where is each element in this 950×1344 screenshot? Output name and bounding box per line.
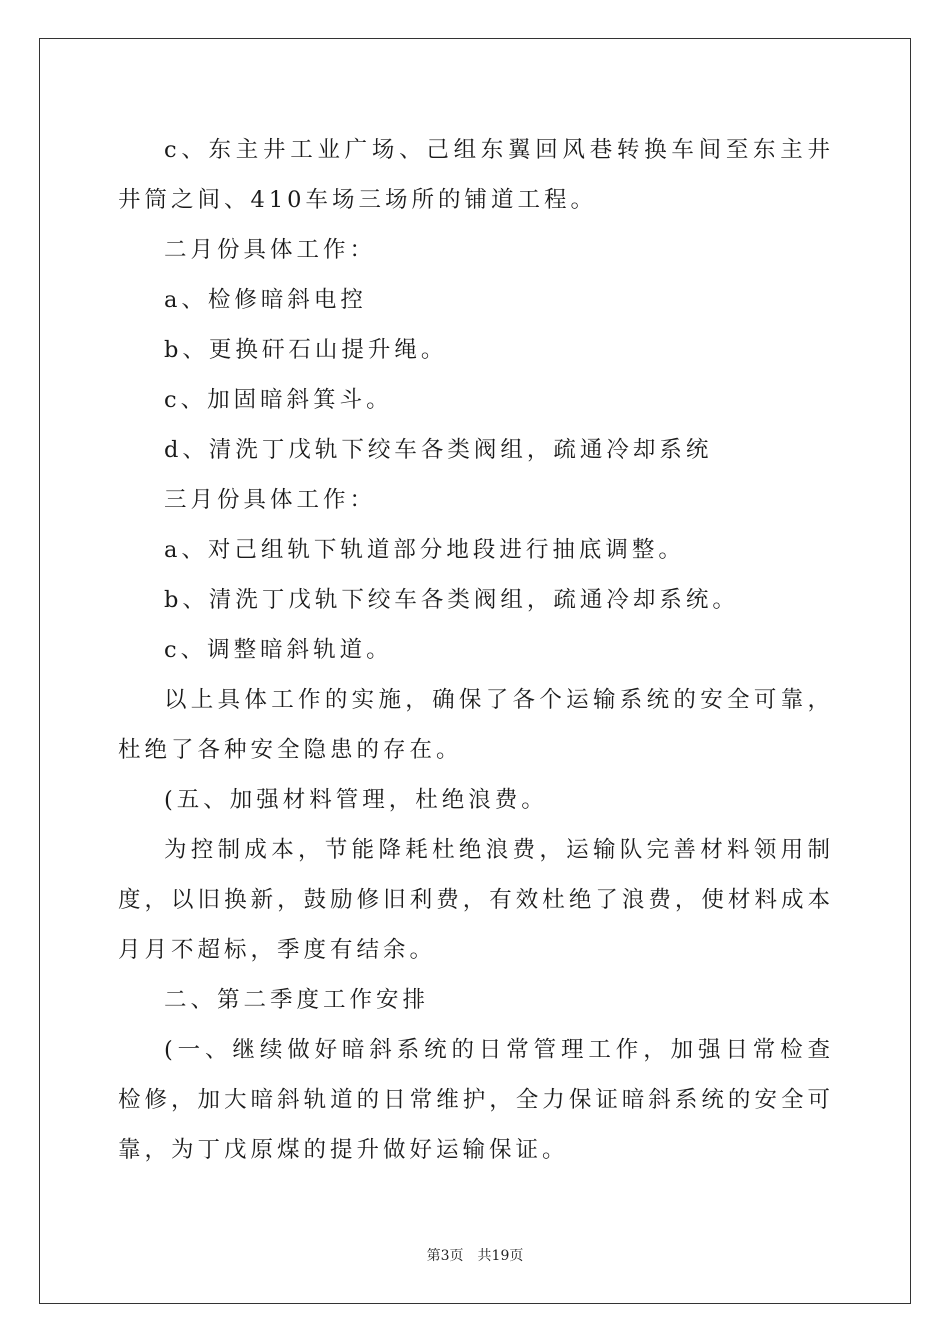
paragraph-7: 三月份具体工作： bbox=[164, 487, 377, 513]
paragraph-8: a、对己组轨下轨道部分地段进行抽底调整。 bbox=[164, 537, 685, 563]
paragraph-10: c、调整暗斜轨道。 bbox=[164, 637, 393, 663]
paragraph-15: (一、继续做好暗斜系统的日常管理工作，加强日常检查检修，加大暗斜轨道的日常维护，全力保证暗斜系统的安全可靠，为丁戊原煤的提升做好运输保证。 bbox=[118, 1037, 834, 1163]
paragraph-5: c、加固暗斜箕斗。 bbox=[164, 387, 393, 413]
paragraph-6: d、清洗丁戊轨下绞车各类阀组，疏通冷却系统 bbox=[164, 437, 713, 463]
paragraph-3: a、检修暗斜电控 bbox=[164, 287, 367, 313]
paragraph-9: b、清洗丁戊轨下绞车各类阀组，疏通冷却系统。 bbox=[164, 587, 739, 613]
paragraph-2: 二月份具体工作： bbox=[164, 237, 377, 263]
document-body bbox=[118, 125, 834, 1175]
paragraph-4: b、更换矸石山提升绳。 bbox=[164, 337, 448, 363]
page-number-footer: 第3页 共19页 bbox=[426, 1248, 524, 1264]
paragraph-12: (五、加强材料管理，杜绝浪费。 bbox=[164, 787, 548, 813]
paragraph-14: 二、第二季度工作安排 bbox=[164, 987, 430, 1013]
paragraph-13: 为控制成本，节能降耗杜绝浪费，运输队完善材料领用制度，以旧换新，鼓励修旧利费，有效杜绝了浪费，使材料成本月月不超标，季度有结余。 bbox=[118, 837, 834, 963]
paragraph-11: 以上具体工作的实施，确保了各个运输系统的安全可靠，杜绝了各种安全隐患的存在。 bbox=[118, 687, 834, 763]
paragraph-1: c、东主井工业广场、己组东翼回风巷转换车间至东主井井筒之间、410车场三场所的铺道工程。 bbox=[118, 137, 834, 213]
